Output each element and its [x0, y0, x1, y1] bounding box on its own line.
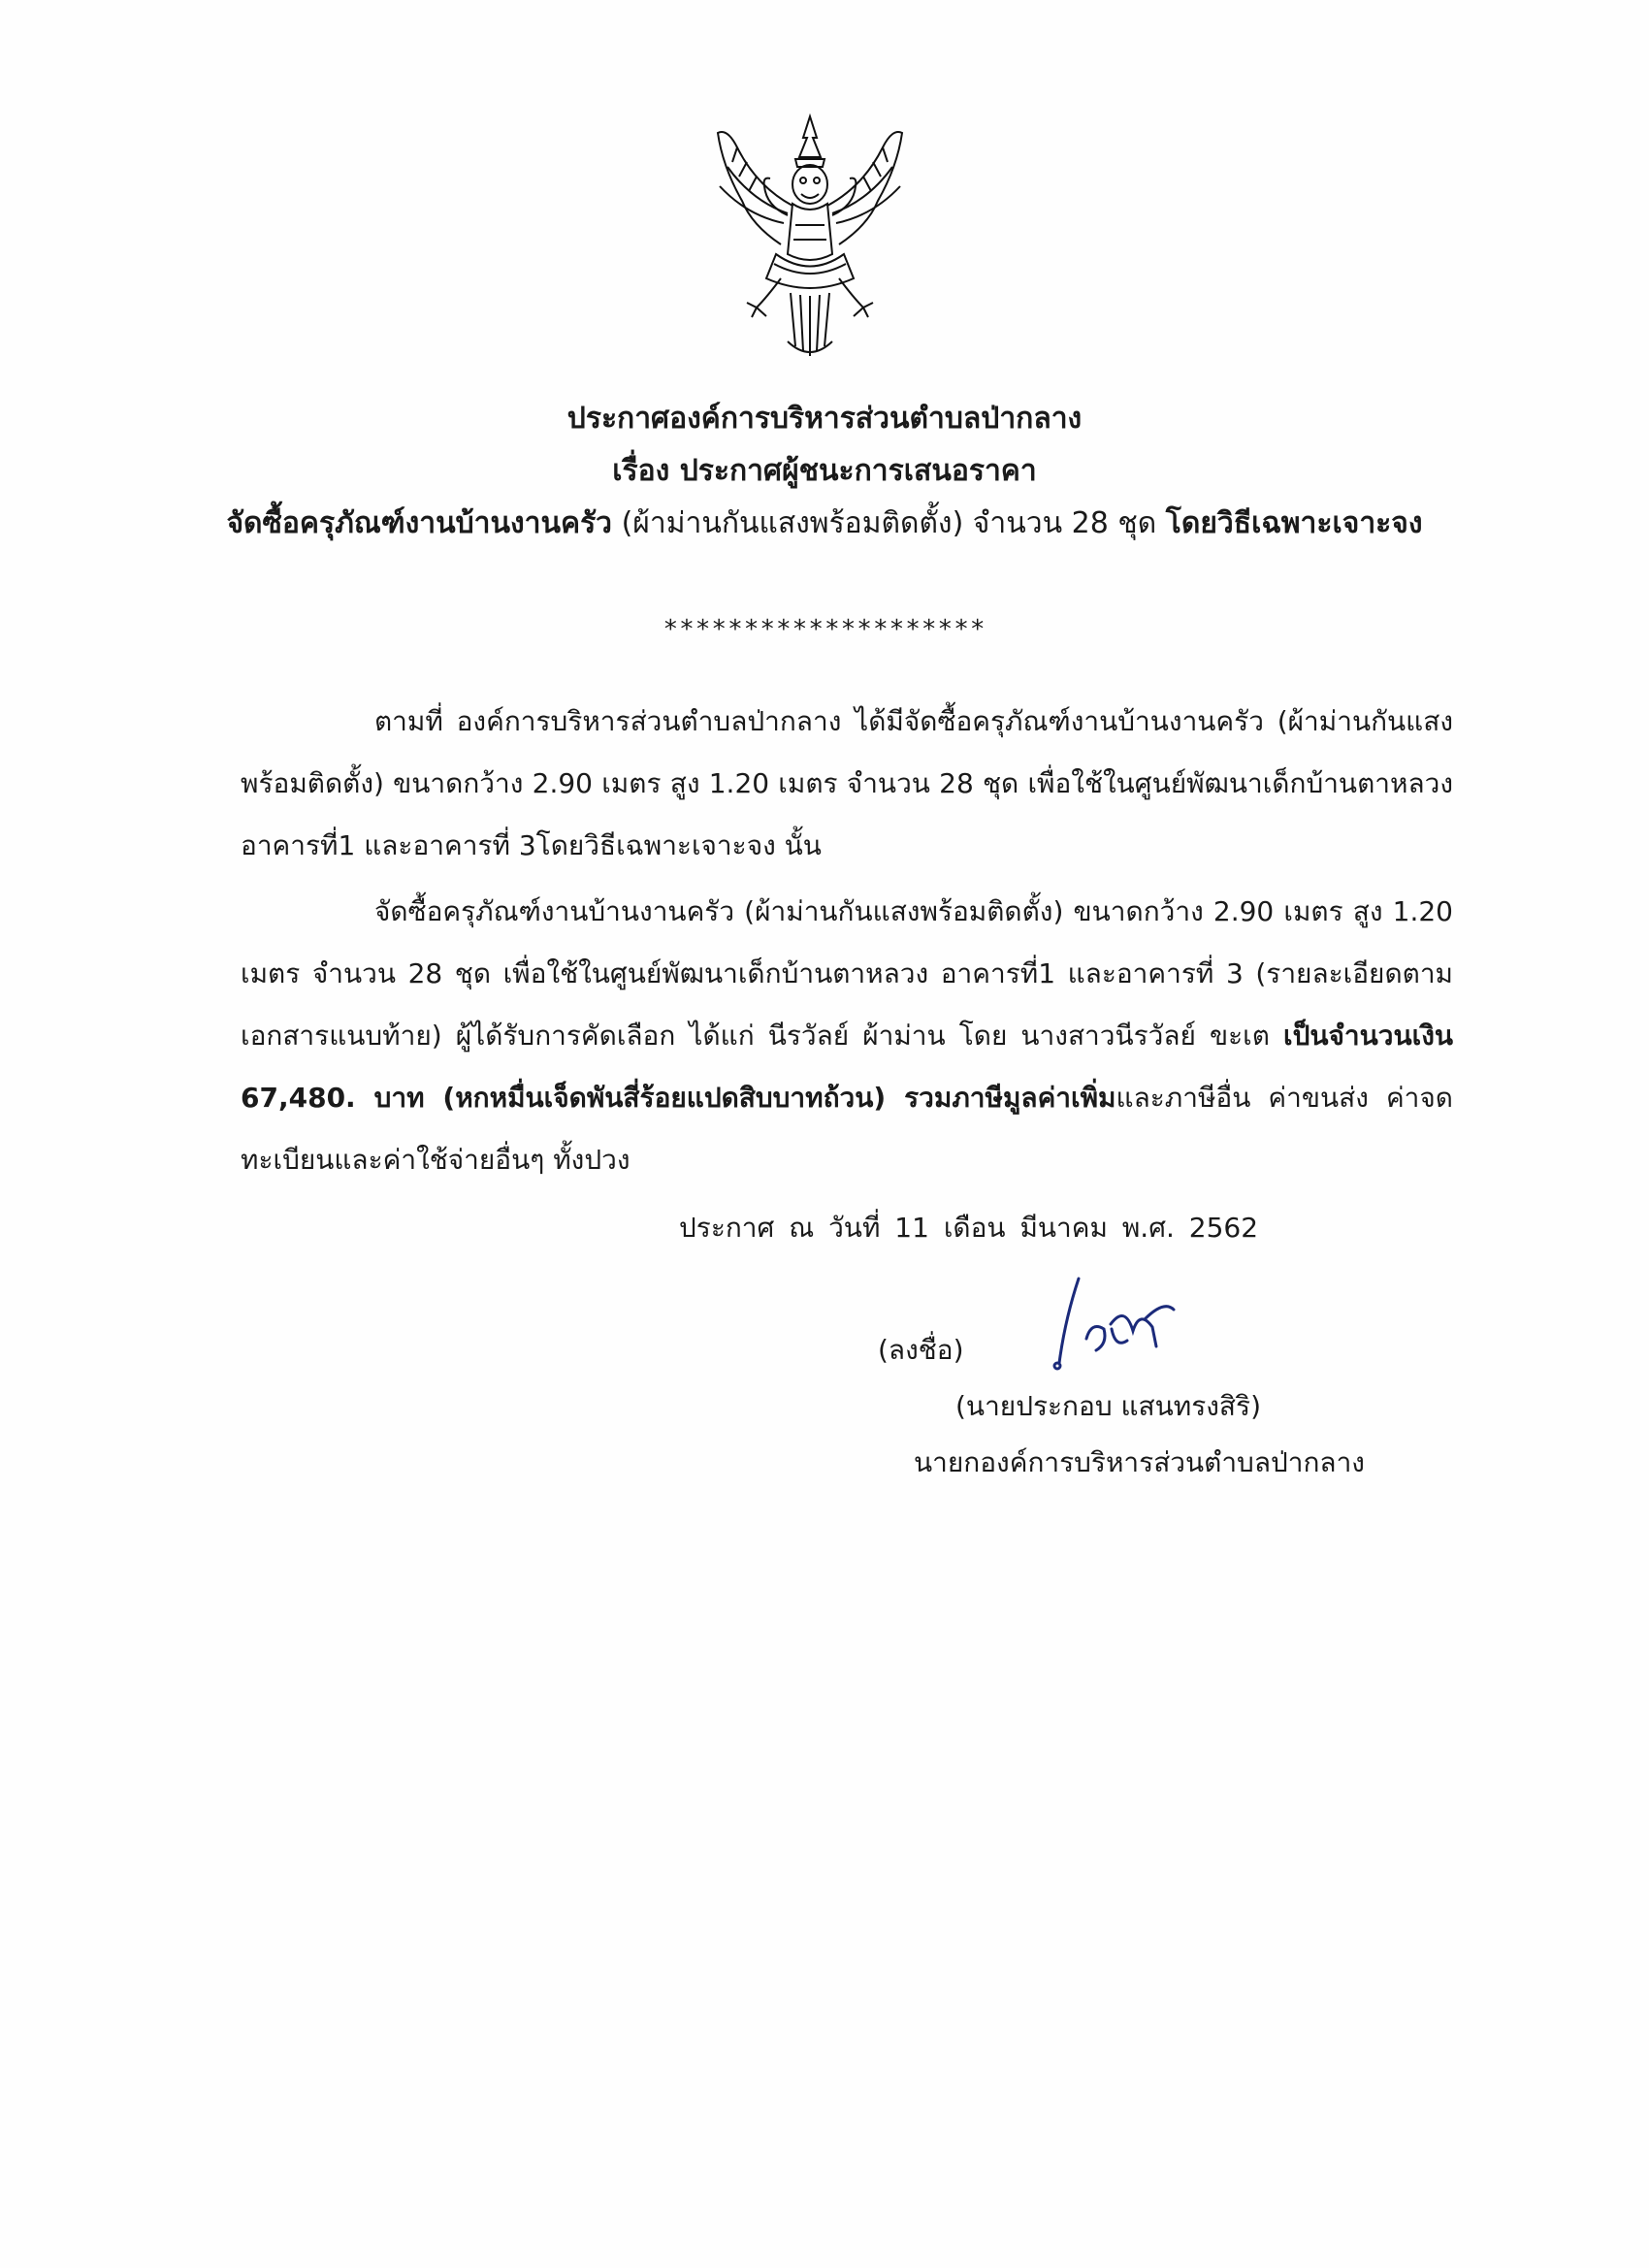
heading-subject: เรื่อง ประกาศผู้ชนะการเสนอราคา: [612, 454, 1037, 488]
garuda-emblem-icon: [698, 109, 922, 363]
paragraph-award: [241, 881, 1453, 1191]
heading-procurement-plain: (ผ้าม่านกันแสงพร้อมติดตั้ง) จำนวน 28 ชุด: [612, 506, 1166, 540]
paragraph-award-tail: และภาษีอื่น ค่าขนส่ง ค่าจดทะเบียนและค่าใช้จ่ายอื่นๆ ทั้งปวง: [241, 1082, 1453, 1176]
heading-procurement: [97, 498, 1552, 550]
announcement-date: ประกาศ ณ วันที่ 11 เดือน มีนาคม พ.ศ. 2562: [679, 1212, 1259, 1244]
signer-name: (นายประกอบ แสนทรงสิริ): [955, 1390, 1261, 1422]
signature-label: (ลงชื่อ): [878, 1334, 964, 1366]
separator-stars: ********************: [663, 615, 986, 644]
award-amount: เป็นจำนวนเงิน 67,480. บาท (หกหมื่นเจ็ดพันสี่ร้อยแปดสิบบาทถ้วน) รวมภาษีมูลค่าเพิ่ม: [241, 1020, 1453, 1114]
paragraph-award-text: จัดซื้อครุภัณฑ์งานบ้านงานครัว (ผ้าม่านกันแสงพร้อมติดตั้ง) ขนาดกว้าง 2.90 เมตร สูง 1.20 เมตร จำนวน 28 ชุด เพื่อใช้ในศูนย์พัฒนาเด็กบ้านตาหลวง อาคารที่1 และอาคารที่ 3 (รายละเอียดตามเอกสารแนบท้าย) ผู้ได้รับการคัดเลือก ได้แก่ นีรวัลย์ ผ้าม่าน โดย นางสาวนีรวัลย์ ขะเต: [241, 895, 1453, 1052]
heading-procurement-bold-end: โดยวิธีเฉพาะเจาะจง: [1165, 506, 1423, 540]
signer-position: นายกองค์การบริหารส่วนตำบลป่ากลาง: [914, 1446, 1365, 1478]
heading-organization: ประกาศองค์การบริหารส่วนตำบลป่ากลาง: [566, 402, 1083, 436]
handwritten-signature-icon: [1018, 1271, 1183, 1377]
paragraph-background: [241, 691, 1453, 877]
announcement-heading: [97, 393, 1552, 550]
paragraph-background-text: ตามที่ องค์การบริหารส่วนตำบลป่ากลาง ได้มีจัดซื้อครุภัณฑ์งานบ้านงานครัว (ผ้าม่านกันแสงพร้อมติดตั้ง) ขนาดกว้าง 2.90 เมตร สูง 1.20 เมตร จำนวน 28 ชุด เพื่อใช้ในศูนย์พัฒนาเด็กบ้านตาหลวง อาคารที่1 และอาคารที่ 3โดยวิธีเฉพาะเจาะจง นั้น: [241, 705, 1453, 861]
heading-procurement-bold-start: จัดซื้อครุภัณฑ์งานบ้านงานครัว: [226, 506, 613, 540]
